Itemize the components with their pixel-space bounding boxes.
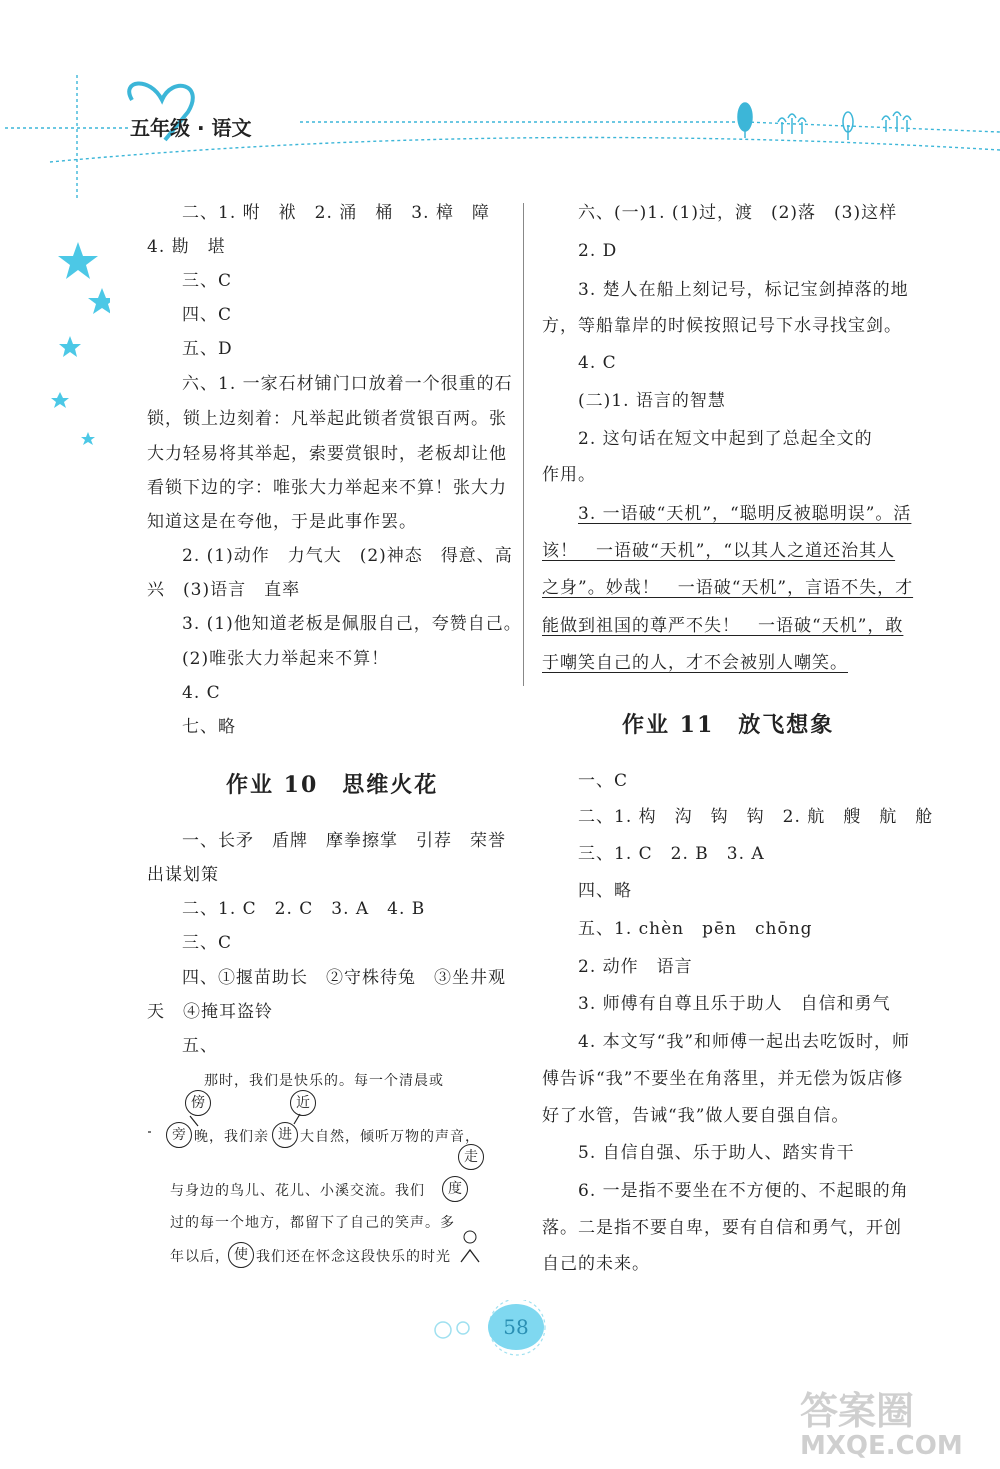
answer-line: 6. 一是指不要坐在不方便的、不起眼的角 [578, 1181, 909, 1201]
correction-mark: 近 [290, 1090, 316, 1116]
answer-line: 自己的未来。 [542, 1254, 650, 1274]
passage-line: 与身边的鸟儿、花儿、小溪交流。我们 [170, 1183, 425, 1199]
section-title: 作业 11 放飞想象 [622, 712, 835, 738]
answer-line: 2. (1)动作 力气大 (2)神态 得意、高 [182, 546, 513, 566]
star-icon [81, 432, 95, 445]
header-decoration [0, 0, 1000, 200]
answer-line: 天 ④掩耳盗铃 [147, 1002, 273, 1022]
answer-line: 2. 这句话在短文中起到了总起全文的 [578, 429, 873, 449]
insertion-mark-icon [455, 1228, 485, 1268]
star-icon [88, 288, 110, 314]
stars-decoration [40, 230, 110, 460]
answer-line: 出谋划策 [147, 865, 219, 885]
watermark-url: MXQE.COM [800, 1431, 963, 1461]
answer-line: 4. 勘 堪 [147, 237, 226, 257]
answer-line: 能做到祖国的尊严不失！ 一语破“天机”，敢 [542, 616, 904, 636]
answer-line: 七、略 [182, 717, 236, 737]
answer-line: 大力轻易将其举起，索要赏银时，老板却让他 [147, 444, 507, 464]
answer-line: 3. (1)他知道老板是佩服自己，夸赞自己。 [182, 614, 522, 634]
answer-line: 二、1. 构 沟 钩 钩 2. 航 艘 航 舱 [578, 807, 934, 827]
answer-line: 六、1. 一家石材铺门口放着一个很重的石 [182, 374, 513, 394]
star-icon [59, 336, 81, 357]
passage-line: 那时，我们是快乐的。每一个清晨或 [204, 1073, 444, 1089]
column-divider [523, 203, 524, 686]
answer-line: 2. D [578, 241, 618, 261]
proofreading-marks-icon [140, 1110, 480, 1150]
answer-line: 傅告诉“我”不要坐在角落里，并无偿为饭店修 [542, 1069, 904, 1089]
correction-mark: 度 [442, 1176, 468, 1202]
answer-line: 之身”。妙哉！ 一语破“天机”，言语不失，才 [542, 578, 914, 598]
answer-line: 四、略 [578, 881, 632, 901]
correction-mark: 傍 [185, 1090, 211, 1116]
section-title: 作业 10 思维火花 [226, 772, 439, 798]
passage-line: 大自然，倾听万物的声音， [300, 1129, 480, 1145]
answer-line: 一、长矛 盾牌 摩拳擦掌 引荐 荣誉 [182, 831, 506, 851]
answer-line: 五、D [182, 339, 233, 359]
answer-line: 4. C [182, 683, 221, 703]
answer-line: 方，等船靠岸的时候按照记号下水寻找宝剑。 [542, 316, 902, 336]
answer-line: 五、1. chèn pēn chōng [578, 919, 813, 939]
answer-line: 4. C [578, 353, 617, 373]
answer-line: 四、①揠苗助长 ②守株待兔 ③坐井观 [182, 968, 506, 988]
watermark [800, 1390, 963, 1460]
passage-line: 晚，我们亲 [194, 1129, 269, 1145]
answer-line: 5. 自信自强、乐于助人、踏实肯干 [578, 1143, 855, 1163]
answer-line: 作用。 [542, 465, 596, 485]
answer-line: 六、(一)1. (1)过，渡 (2)落 (3)这样 [578, 203, 898, 223]
watermark-logo: 答案圈 [800, 1389, 915, 1433]
answer-line: (2)唯张大力举起来不算！ [182, 649, 390, 669]
answer-line: 3. 一语破“天机”，“聪明反被聪明误”。活 [578, 504, 912, 524]
answer-line: 该！ 一语破“天机”，“以其人之道还治其人 [542, 541, 896, 561]
header-title: 五年级 · 语文 [130, 116, 252, 140]
answer-line: 二、1. 咐 袱 2. 涌 桶 3. 樟 障 [182, 203, 490, 223]
answer-line: 2. 动作 语言 [578, 957, 693, 977]
star-icon [51, 392, 69, 408]
answer-line: 3. 师傅有自尊且乐于助人 自信和勇气 [578, 994, 891, 1014]
passage-line: 过的每一个地方，都留下了自己的笑声。多 [170, 1215, 455, 1231]
passage-line: 年以后， [170, 1249, 230, 1265]
answer-line: 知道这是在夸他，于是此事作罢。 [147, 512, 417, 532]
answer-line: 落。二是指不要自卑，要有自信和勇气，开创 [542, 1218, 902, 1238]
answer-line: 3. 楚人在船上刻记号，标记宝剑掉落的地 [578, 280, 909, 300]
answer-line: 三、1. C 2. B 3. A [578, 844, 765, 864]
page-number: 58 [488, 1304, 544, 1350]
answer-line: 好了水管，告诫“我”做人要自强自信。 [542, 1106, 850, 1126]
answer-line: 兴 (3)语言 直率 [147, 580, 301, 600]
answer-line: 4. 本文写“我”和师傅一起出去吃饭时，师 [578, 1032, 911, 1052]
answer-line: (二)1. 语言的智慧 [578, 391, 726, 411]
answer-line: 锁，锁上边刻着：凡举起此锁者赏银百两。张 [147, 409, 507, 429]
answer-line: 一、C [578, 771, 629, 791]
answer-line: 二、1. C 2. C 3. A 4. B [182, 899, 426, 919]
answer-line: 三、C [182, 933, 233, 953]
answer-line: 四、C [182, 305, 233, 325]
correction-mark: 进 [272, 1122, 298, 1148]
correction-mark: 使 [228, 1242, 254, 1268]
answer-line: 五、 [182, 1036, 218, 1056]
answer-line: 三、C [182, 271, 233, 291]
passage-line: 我们还在怀念这段快乐的时光 [256, 1249, 451, 1265]
answer-line: 看锁下边的字：唯张大力举起来不算！张大力 [147, 478, 507, 498]
correction-mark: 走 [458, 1144, 484, 1170]
correction-mark: 旁 [166, 1122, 192, 1148]
star-icon [58, 242, 98, 279]
answer-line: 于嘲笑自己的人，才不会被别人嘲笑。 [542, 653, 848, 673]
